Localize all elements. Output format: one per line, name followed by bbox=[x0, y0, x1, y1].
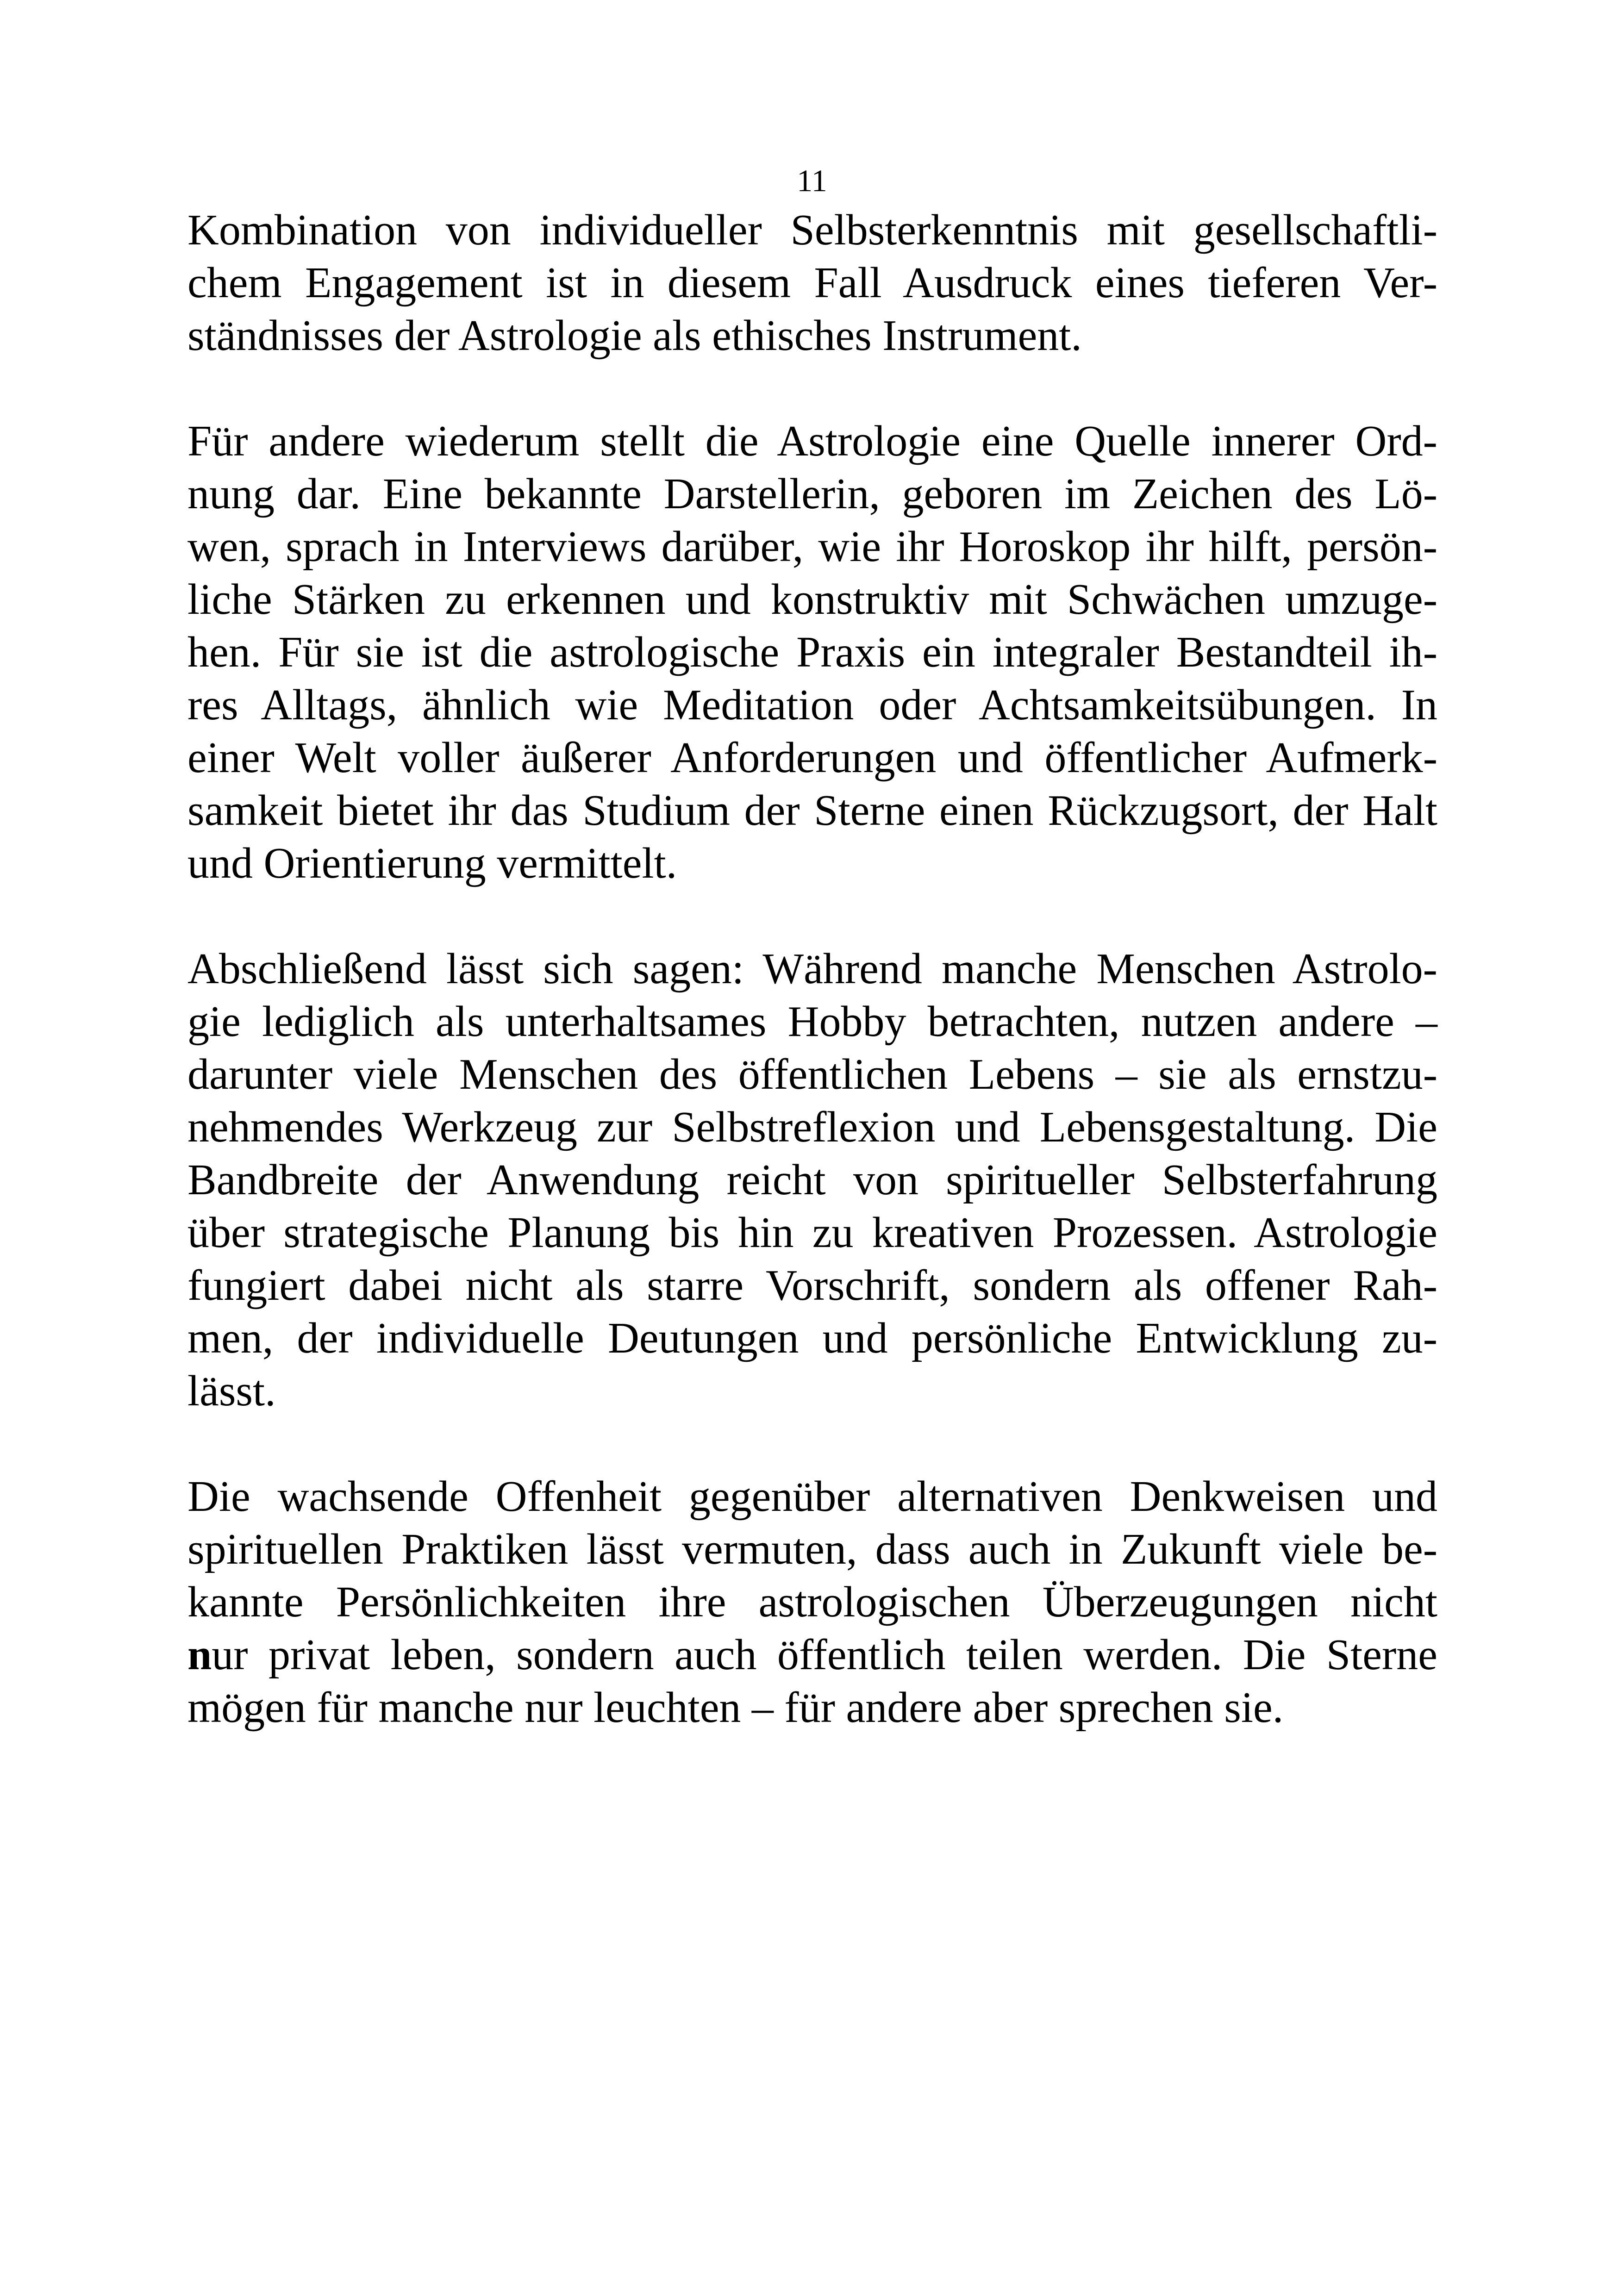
text-line: samkeit bietet ihr das Studium der Sterne einen Rückzugsort, der Halt bbox=[187, 786, 1437, 835]
text-line: Abschließend lässt sich sagen: Während manche Menschen Astrolo- bbox=[187, 945, 1437, 993]
text-line: mögen für manche nur leuchten – für andere aber sprechen sie. bbox=[187, 1684, 1284, 1732]
text-line: darunter viele Menschen des öffentlichen Lebens – sie als ernstzu- bbox=[187, 1050, 1437, 1098]
text-line: spirituellen Praktiken lässt vermuten, dass auch in Zukunft viele be- bbox=[187, 1525, 1437, 1573]
paragraph-4 bbox=[187, 1470, 1437, 1734]
text-line: liche Stärken zu erkennen und konstruktiv mit Schwächen umzuge- bbox=[187, 575, 1437, 624]
text-line: fungiert dabei nicht als starre Vorschrift, sondern als offener Rah- bbox=[187, 1261, 1437, 1310]
text-line: lässt. bbox=[187, 1367, 276, 1415]
text-line: gie lediglich als unterhaltsames Hobby betrachten, nutzen andere – bbox=[187, 998, 1437, 1046]
text-line: Die wachsende Offenheit gegenüber alternativen Denkweisen und bbox=[187, 1472, 1437, 1521]
text-line: Bandbreite der Anwendung reicht von spiritueller Selbsterfahrung bbox=[187, 1156, 1437, 1204]
text-line: Kombination von individueller Selbsterkenntnis mit gesellschaftli- bbox=[187, 206, 1437, 254]
text-line: und Orientierung vermittelt. bbox=[187, 839, 677, 887]
text-line: res Alltags, ähnlich wie Meditation oder Achtsamkeitsübungen. In bbox=[187, 681, 1437, 729]
bold-initial-letter: n bbox=[187, 1631, 212, 1679]
text-line: chem Engagement ist in diesem Fall Ausdruck eines tieferen Ver- bbox=[187, 259, 1437, 307]
text-line: nung dar. Eine bekannte Darstellerin, geboren im Zeichen des Lö- bbox=[187, 470, 1437, 518]
text-line: ständnisses der Astrologie als ethisches Instrument. bbox=[187, 312, 1082, 360]
text-line: hen. Für sie ist die astrologische Praxis ein integraler Bestandteil ih- bbox=[187, 628, 1437, 676]
text-line: wen, sprach in Interviews darüber, wie ihr Horoskop ihr hilft, persön- bbox=[187, 523, 1437, 571]
text-line-rest: ur privat leben, sondern auch öffentlich teilen werden. Die Sterne bbox=[212, 1631, 1437, 1679]
text-line: über strategische Planung bis hin zu kreativen Prozessen. Astrologie bbox=[187, 1209, 1437, 1257]
text-line: nehmendes Werkzeug zur Selbstreflexion und Lebensgestaltung. Die bbox=[187, 1103, 1437, 1151]
body-text bbox=[187, 204, 1437, 1787]
text-line: men, der individuelle Deutungen und persönliche Entwicklung zu- bbox=[187, 1314, 1437, 1362]
text-line: kannte Persönlichkeiten ihre astrologischen Überzeugungen nicht bbox=[187, 1578, 1437, 1626]
paragraph-2 bbox=[187, 415, 1437, 890]
text-line: Für andere wiederum stellt die Astrologie eine Quelle innerer Ord- bbox=[187, 417, 1437, 465]
text-line: einer Welt voller äußerer Anforderungen und öffentlicher Aufmerk- bbox=[187, 734, 1437, 782]
paragraph-1 bbox=[187, 204, 1437, 362]
paragraph-3 bbox=[187, 942, 1437, 1417]
text-line-with-bold-initial bbox=[187, 1628, 1437, 1681]
page-number: 11 bbox=[797, 163, 827, 198]
